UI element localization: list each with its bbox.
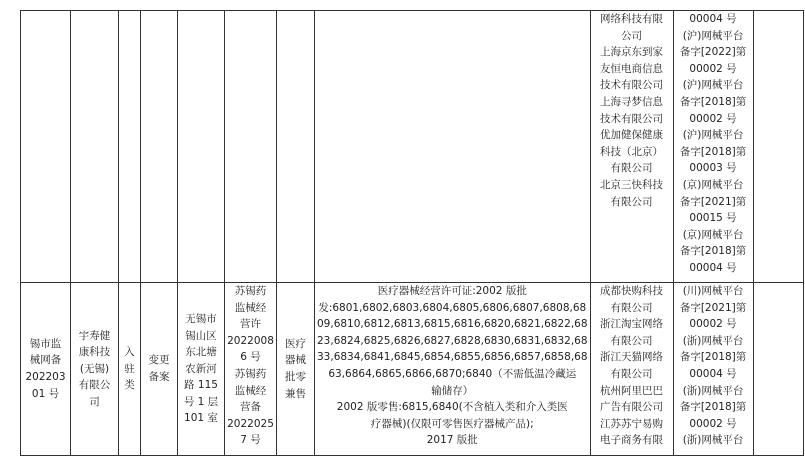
cell-platform-company — [590, 11, 673, 283]
company-name: 宇寿健 康科技 (无锡) 有限公 司 — [78, 329, 111, 408]
list-line: 00002 号 — [689, 62, 737, 75]
list-line: (浙)网械平台 — [682, 384, 744, 397]
platform-record-list — [676, 11, 751, 277]
list-line: 优加健保健康 — [600, 129, 664, 142]
list-line: 00002 号 — [689, 318, 737, 331]
business-scope: 医疗器械经营许可证:2002 版批 发:6801,6802,6803,6804,6805,6806,6807,6808,68 09,6810,6812,6813,6815,6816,6820,6821,6822,68 23,6824,6825,6826,6827,6828,6830,6831,6832,68 33,6834,6841,6845,6854,6855,6856,6857,6858,68 63,6864,6865,6866,6870;6840（不需低温冷藏运 输储存） 2002 版零售:6815,6840(不含植入类和介入类医 疗器械)(仅限可零售医疗器械产品); 2017 版批 — [317, 285, 588, 447]
list-line: (川)网械平台 — [682, 285, 744, 297]
business-type: 医疗 器械 批零 兼售 — [285, 337, 306, 400]
record-number: 锡市监 械网备 202203 01 号 — [25, 337, 66, 400]
list-line: (沪)网械平台 — [682, 29, 744, 42]
list-line: (沪)网械平台 — [682, 79, 744, 92]
list-line: 上海京东到家 — [600, 46, 664, 59]
list-line: 有限公司 — [610, 367, 653, 380]
list-line: (浙)网械平台 — [682, 334, 744, 347]
list-line: (沪)网械平台 — [682, 129, 744, 142]
cell-action — [141, 283, 178, 456]
list-line: 网络科技有限 — [600, 13, 664, 25]
list-line: 技术有限公司 — [600, 112, 664, 125]
address: 无锡市 锡山区 东北塘 农新河 路 115 号 1 层 101 室 — [183, 312, 219, 425]
cell-scope — [315, 283, 591, 456]
cell-scope — [315, 11, 591, 283]
list-line: 备字[2021]第 — [679, 195, 747, 208]
list-line: 上海寻梦信息 — [600, 95, 664, 108]
cell-type — [119, 11, 141, 283]
cell-extra — [753, 283, 803, 456]
list-line: 备字[2018]第 — [679, 245, 747, 258]
cell-business-type — [277, 283, 315, 456]
record-action: 变更 备案 — [148, 354, 170, 383]
cell-platform-record — [673, 11, 753, 283]
list-line: 有限公司 — [610, 301, 653, 314]
list-line: 杭州阿里巴巴 — [600, 384, 664, 397]
platform-record-list — [676, 283, 751, 449]
list-line: 浙江天猫网络 — [600, 351, 664, 364]
list-line: 备字[2021]第 — [679, 301, 747, 314]
list-line: 友恒电商信息 — [600, 62, 664, 75]
list-line: 电子商务有限 — [600, 434, 664, 447]
table-row — [21, 283, 804, 456]
platform-company-list — [593, 283, 671, 449]
cell-address — [178, 11, 225, 283]
list-line: 浙江淘宝网络 — [600, 318, 664, 331]
list-line: 北京三快科技 — [600, 178, 664, 191]
list-line: (京)网械平台 — [682, 228, 744, 241]
cell-type — [119, 283, 141, 456]
cell-record-no — [21, 283, 71, 456]
entry-type: 入 驻 类 — [124, 346, 135, 392]
list-line: 江苏苏宁易购 — [600, 417, 664, 430]
list-line: 00002 号 — [689, 112, 737, 125]
cell-platform-record — [673, 283, 753, 456]
cell-business-type — [277, 11, 315, 283]
list-line: (京)网械平台 — [682, 178, 744, 191]
list-line: 备字[2018]第 — [679, 95, 747, 108]
list-line: (浙)网械平台 — [682, 434, 744, 447]
cell-platform-company — [590, 283, 673, 456]
cell-address — [178, 283, 225, 456]
list-line: 00004 号 — [689, 261, 737, 274]
list-line: 备字[2018]第 — [679, 145, 747, 158]
list-line: 00004 号 — [689, 367, 737, 380]
list-line: 备字[2018]第 — [679, 401, 747, 414]
cell-record-no — [21, 11, 71, 283]
cell-company — [71, 283, 119, 456]
list-line: 00002 号 — [689, 417, 737, 430]
list-line: 公司 — [621, 29, 643, 42]
list-line: 00003 号 — [689, 162, 737, 175]
platform-company-list — [593, 11, 671, 210]
list-line: 有限公司 — [610, 195, 653, 208]
list-line: 备字[2022]第 — [679, 46, 747, 59]
license-numbers: 苏锡药 监械经 营许 2022008 6 号 苏锡药 监械经 营备 2022025 7 号 — [227, 285, 274, 447]
list-line: 广告有限公司 — [600, 401, 664, 414]
list-line: 有限公司 — [610, 162, 653, 175]
list-line: 00004 号 — [689, 13, 737, 25]
cell-licenses — [225, 11, 277, 283]
list-line: 技术有限公司 — [600, 79, 664, 92]
table-row — [21, 11, 804, 283]
cell-action — [141, 11, 178, 283]
cell-extra — [753, 11, 803, 283]
list-line: 备字[2018]第 — [679, 351, 747, 364]
cell-company — [71, 11, 119, 283]
list-line: 成都快购科技 — [600, 285, 664, 297]
cell-licenses — [225, 283, 277, 456]
record-table — [20, 10, 804, 456]
list-line: 科技（北京） — [600, 145, 664, 158]
list-line: 00015 号 — [689, 212, 737, 225]
list-line: 有限公司 — [610, 334, 653, 347]
